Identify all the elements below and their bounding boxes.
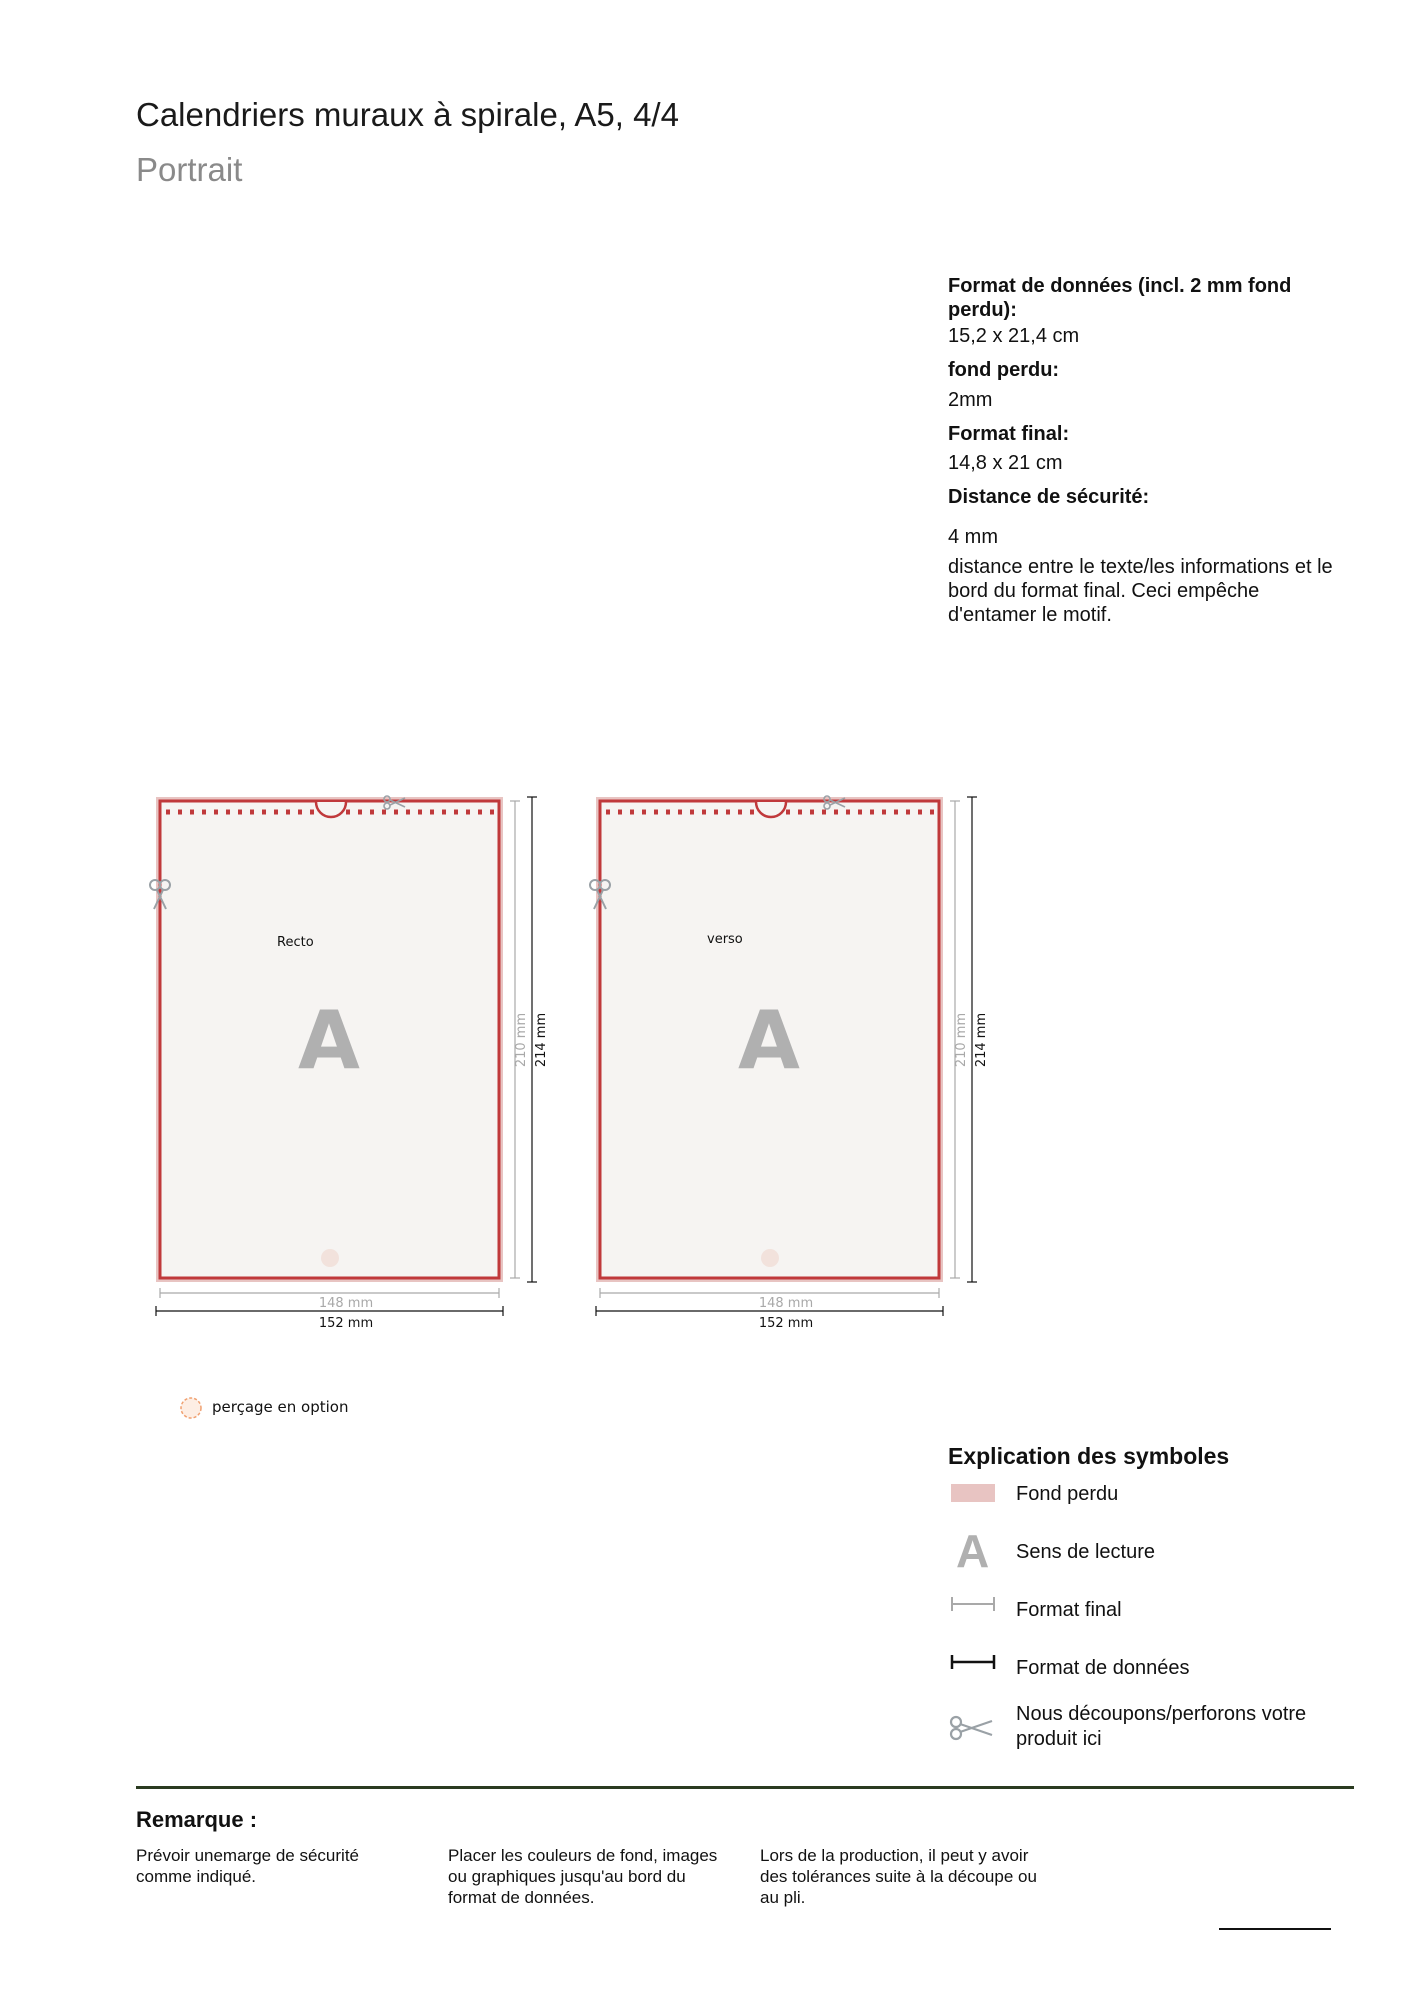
safety-label: Distance de sécurité: — [948, 486, 1150, 508]
data-format-value: 15,2 x 21,4 cm — [948, 325, 1080, 347]
reading-direction-icon: A — [738, 994, 800, 1087]
sheet-diagram — [0, 780, 1414, 1340]
page-title: Calendriers muraux à spirale, A5, 4/4 — [136, 96, 679, 133]
legend-label: Fond perdu — [1016, 1483, 1119, 1505]
legend-item-final-format — [948, 1590, 1368, 1630]
final-width-dimension — [160, 1288, 499, 1311]
drill-hole — [321, 1249, 339, 1267]
drill-hole-icon — [178, 1395, 204, 1421]
legend-item-data-format — [948, 1648, 1368, 1688]
final-height-dimension — [950, 801, 969, 1278]
final-height-dimension — [510, 801, 529, 1278]
remark-column: Prévoir unemarge de sécurité comme indiqué. — [136, 1846, 360, 1886]
sheet-verso — [590, 796, 989, 1331]
safety-value: 4 mm — [948, 526, 998, 548]
final-format-icon — [948, 1590, 998, 1630]
legend-label: Nous découpons/perforons votre produit ici — [1016, 1703, 1307, 1750]
legend-label: Format de données — [1016, 1657, 1190, 1679]
legend-item-bleed — [948, 1482, 1368, 1522]
final-format-value: 14,8 x 21 cm — [948, 452, 1063, 474]
data-width-label: 152 mm — [758, 1316, 814, 1331]
legend-label: Format final — [1016, 1599, 1122, 1621]
remark-column: Placer les couleurs de fond, images ou graphiques jusqu'au bord du format de données. — [448, 1846, 718, 1907]
legend-item-reading — [948, 1525, 1368, 1577]
spec-panel — [948, 274, 1348, 627]
data-height-label: 214 mm — [534, 1012, 549, 1068]
data-height-dimension — [527, 797, 549, 1282]
data-format-label: Format de données (incl. 2 mm fond perdu): — [948, 275, 1292, 321]
bleed-label: fond perdu: — [948, 359, 1060, 381]
section-divider — [136, 1786, 1354, 1789]
side-label: Recto — [277, 935, 314, 950]
scissors-icon — [948, 1708, 998, 1748]
final-height-label: 210 mm — [954, 1012, 969, 1068]
data-height-dimension — [967, 797, 989, 1282]
data-width-label: 152 mm — [318, 1316, 374, 1331]
sheet-recto — [150, 796, 549, 1331]
reading-direction-icon: A — [956, 1525, 990, 1577]
legend-item-scissors — [948, 1700, 1368, 1756]
signature-line — [1219, 1928, 1331, 1930]
data-height-label: 214 mm — [974, 1012, 989, 1068]
remark-title: Remarque : — [136, 1807, 258, 1832]
page-subtitle: Portrait — [136, 151, 243, 188]
final-width-label: 148 mm — [318, 1296, 374, 1311]
side-label: verso — [707, 932, 743, 947]
drill-hole — [761, 1249, 779, 1267]
final-format-label: Format final: — [948, 423, 1070, 445]
drill-note: perçage en option — [212, 1398, 349, 1416]
remark-column: Lors de la production, il peut y avoir des tolérances suite à la découpe ou au pli. — [760, 1846, 1037, 1907]
bleed-swatch-icon — [948, 1482, 998, 1522]
bleed-value: 2mm — [948, 389, 993, 411]
legend-label: Sens de lecture — [1016, 1541, 1155, 1563]
reading-direction-icon: A — [298, 994, 360, 1087]
final-width-label: 148 mm — [758, 1296, 814, 1311]
safety-note: distance entre le texte/les informations et le bord du format final. Ceci empêche d'entamer le motif. — [948, 556, 1333, 626]
final-height-label: 210 mm — [514, 1012, 529, 1068]
legend-title: Explication des symboles — [948, 1443, 1230, 1469]
data-format-icon — [948, 1648, 998, 1688]
final-width-dimension — [600, 1288, 939, 1311]
